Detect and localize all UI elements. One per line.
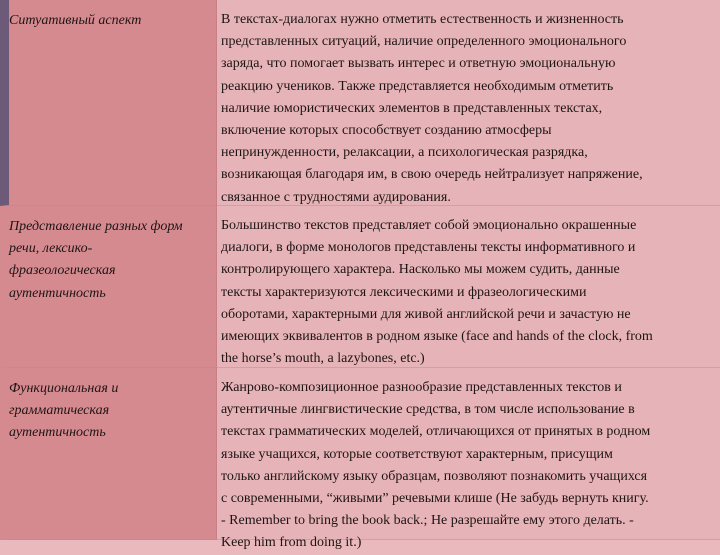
aspect-line: фразеологическая bbox=[9, 263, 116, 279]
description-line: только английскому языку образцам, позволяют познакомить учащихся bbox=[221, 468, 648, 484]
description-line: Большинство текстов представляет собой эмоционально окрашенные bbox=[221, 218, 637, 233]
description-line: текстах грамматических моделей, отличающихся от принятых в родном bbox=[221, 424, 651, 440]
description-line: возникающая благодаря им, в свою очередь нейтрализует напряжение, bbox=[221, 167, 643, 183]
description-line: В текстах-диалогах нужно отметить естественность и жизненность bbox=[221, 12, 624, 27]
description-cell-speech-forms bbox=[217, 206, 720, 368]
description-line: аутентичные лингвистические средства, в том числе использование в bbox=[221, 402, 635, 418]
description-line: the horse’s mouth, a lazybones, etc.) bbox=[221, 351, 425, 367]
description-line: с современными, “живыми” речевыми клише (Не забудь вернуть книгу. bbox=[221, 491, 649, 507]
description-cell-functional bbox=[217, 368, 720, 551]
aspect-line: Представление разных форм bbox=[9, 219, 183, 234]
aspect-line: речи, лексико- bbox=[9, 241, 93, 257]
description-cell-situational bbox=[217, 0, 720, 206]
description-line: реакцию учеников. Также представляется необходимым отметить bbox=[221, 78, 614, 94]
aspect-cell-functional bbox=[0, 368, 217, 540]
description-line: диалоги, в форме монологов представлены тексты информативного и bbox=[221, 240, 636, 256]
description-line: языке учащихся, которые соответствуют характерным, присущим bbox=[221, 446, 613, 462]
aspect-line: аутентичность bbox=[9, 425, 106, 441]
description-line: имеющих эквивалентов в родном языке (face and hands of the clock, from bbox=[221, 329, 653, 345]
description-line: Keep him from doing it.) bbox=[221, 535, 362, 551]
description-line: тексты характеризуются лексическими и фразеологическими bbox=[221, 284, 587, 300]
description-line: заряда, что помогает вызвать интерес и ответную эмоциональную bbox=[221, 56, 616, 72]
description-line: включение которых способствует созданию атмосферы bbox=[221, 123, 552, 139]
description-line: связанное с трудностями аудирования. bbox=[221, 189, 451, 205]
aspect-line: аутентичность bbox=[9, 285, 106, 301]
description-line: - Remember to bring the book back.; Не разрешайте ему этого делать. - bbox=[221, 513, 634, 529]
description-line: Жанрово-композиционное разнообразие представленных текстов и bbox=[221, 380, 622, 395]
aspect-line: Функциональная и bbox=[9, 381, 119, 396]
aspect-cell-speech-forms bbox=[0, 206, 217, 368]
aspect-line: грамматическая bbox=[9, 403, 110, 419]
aspect-cell-situational bbox=[0, 0, 217, 206]
description-line: контролирующего характера. Насколько мы можем судить, данные bbox=[221, 262, 620, 278]
description-line: оборотами, характерными для живой английской речи и зачастую не bbox=[221, 306, 631, 322]
description-line: представленных ситуаций, наличие определенного эмоционального bbox=[221, 34, 627, 50]
description-line: непринужденности, релаксации, а психологическая разрядка, bbox=[221, 145, 588, 161]
aspect-line: Ситуативный аспект bbox=[9, 13, 142, 28]
description-line: наличие юмористических элементов в представленных текстах, bbox=[221, 100, 603, 116]
